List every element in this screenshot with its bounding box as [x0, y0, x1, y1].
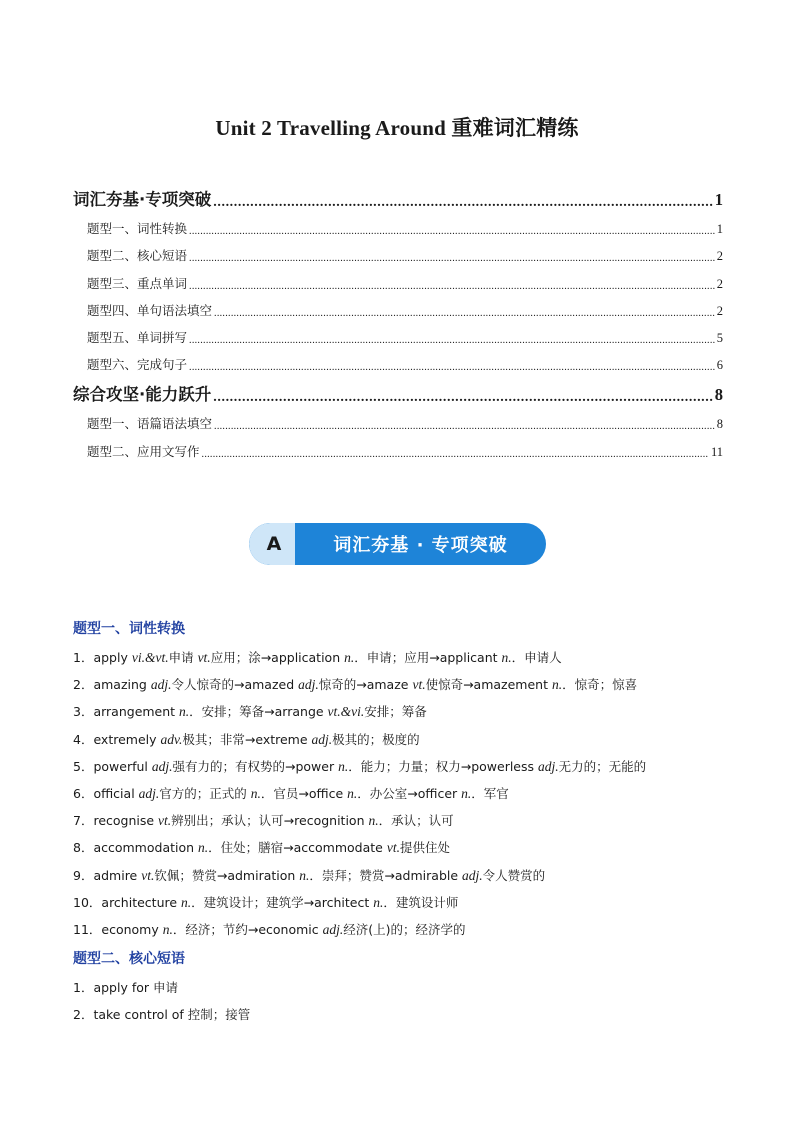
- pos-abbrev: vt.: [158, 813, 172, 829]
- list-item: [73, 1005, 733, 1032]
- list-item: [73, 675, 733, 702]
- toc-leader-dots: [214, 309, 715, 319]
- pos-abbrev: adj.: [150, 677, 172, 693]
- item-text: ．承认；认可: [378, 813, 454, 829]
- toc-item[interactable]: [73, 346, 723, 373]
- item-text: ．住处；膳宿→accommodate: [208, 840, 387, 856]
- toc-page-number: 1: [716, 222, 723, 237]
- toc-page-number: 6: [716, 358, 723, 373]
- toc-label: 题型一、语篇语法填空: [87, 416, 213, 432]
- pos-abbrev: n.: [461, 785, 472, 801]
- toc-page-number: 2: [716, 249, 723, 264]
- pos-abbrev: adj.: [462, 867, 483, 883]
- toc-page-number: 11: [710, 444, 723, 459]
- toc-item[interactable]: [73, 237, 723, 264]
- toc-leader-dots: [189, 282, 715, 292]
- pos-abbrev: vt.: [141, 867, 155, 883]
- toc-section-2[interactable]: [73, 373, 723, 405]
- toc-label: 题型三、重点单词: [87, 275, 188, 291]
- pos-abbrev: vt.: [386, 840, 400, 856]
- toc-label: 题型一、词性转换: [87, 221, 188, 237]
- pos-abbrev: n.: [181, 894, 192, 910]
- pos-abbrev: vt.: [412, 677, 426, 693]
- toc-label: 综合攻坚·能力跃升: [73, 385, 212, 405]
- toc-leader-dots: [189, 363, 715, 373]
- pos-abbrev: n.: [551, 677, 563, 693]
- toc-label: 题型六、完成句子: [87, 357, 188, 373]
- toc-leader-dots: [213, 196, 712, 210]
- toc-item[interactable]: [73, 319, 723, 346]
- list-item: [73, 838, 733, 865]
- list-item: [73, 978, 733, 1005]
- item-text: ．崇拜；赞赏→admirable: [309, 867, 463, 883]
- part2-items: [73, 978, 733, 1032]
- pos-abbrev: adj.: [311, 731, 333, 747]
- section-banner: [249, 523, 546, 565]
- pos-abbrev: n.: [179, 704, 190, 720]
- toc-leader-dots: [213, 391, 712, 405]
- item-text: 无力的；无能的: [558, 758, 647, 774]
- page-title: Unit 2 Travelling Around 重难词汇精练: [215, 116, 579, 140]
- pos-abbrev: adj.: [322, 921, 344, 937]
- item-text: 7．recognise: [73, 813, 159, 829]
- item-text: 令人赞赏的: [482, 867, 546, 883]
- pos-abbrev: adv.: [160, 731, 183, 747]
- item-text: ．建筑设计师: [383, 894, 459, 910]
- pos-abbrev: vt.&vi.: [327, 704, 365, 720]
- pos-abbrev: vt.: [197, 650, 211, 665]
- item-text: 官方的；正式的: [159, 785, 251, 801]
- item-text: 极其的；极度的: [332, 731, 420, 747]
- item-text: 5．powerful: [73, 758, 152, 774]
- list-item: [73, 757, 733, 784]
- item-text: 经济(上)的；经济学的: [343, 921, 466, 937]
- item-text: ．经济；节约→economic: [172, 921, 323, 937]
- toc-leader-dots: [189, 254, 715, 264]
- pos-abbrev: n.: [198, 840, 209, 856]
- toc-section-1[interactable]: [73, 178, 723, 210]
- banner-letter: A: [249, 523, 295, 565]
- pos-abbrev: adj.: [138, 785, 160, 801]
- list-item: [73, 893, 733, 920]
- item-text: ．惊奇；惊喜: [562, 677, 638, 693]
- pos-abbrev: vi.&vt.: [131, 650, 169, 665]
- list-item: [73, 866, 733, 893]
- pos-abbrev: n.: [250, 785, 261, 801]
- toc-leader-dots: [214, 422, 715, 432]
- toc-label: 词汇夯基·专项突破: [73, 190, 212, 209]
- toc-page-number: 1: [714, 190, 723, 209]
- item-text: 令人惊奇的→amazed: [171, 677, 299, 693]
- pos-abbrev: n.: [344, 650, 355, 665]
- item-text: 安排；筹备: [364, 704, 427, 720]
- toc-page-number: 2: [716, 303, 723, 318]
- list-item: [73, 784, 733, 811]
- item-text: 1．apply for 申请: [73, 980, 178, 995]
- list-item: [73, 648, 733, 675]
- pos-abbrev: n.: [338, 758, 349, 774]
- toc-page-number: 2: [716, 276, 723, 291]
- list-item: [73, 811, 733, 838]
- toc-item[interactable]: [73, 292, 723, 319]
- pos-abbrev: n.: [347, 785, 358, 801]
- pos-abbrev: adj.: [151, 758, 173, 774]
- list-item: [73, 920, 733, 947]
- item-text: ．能力；力量；权力→powerless: [348, 758, 538, 774]
- item-text: 2．take control of 控制；接管: [73, 1007, 251, 1023]
- list-item: [73, 730, 733, 757]
- item-text: 申请: [168, 650, 198, 665]
- part1-items: [73, 648, 733, 947]
- toc-label: 题型二、核心短语: [87, 248, 188, 264]
- item-text: 6．official: [73, 785, 139, 801]
- item-text: ．军官: [471, 785, 509, 801]
- table-of-contents: [73, 178, 723, 460]
- part2-heading: 题型二、核心短语: [73, 951, 185, 967]
- banner-text: 词汇夯基 · 专项突破: [333, 535, 508, 556]
- item-text: ．办公室→officer: [357, 785, 462, 801]
- toc-page-number: 8: [716, 417, 723, 432]
- item-text: 钦佩；赞赏→admiration: [154, 867, 300, 883]
- item-text: ．建筑设计；建筑学→architect: [191, 894, 374, 910]
- item-text: 提供住处: [399, 840, 450, 856]
- pos-abbrev: adj.: [298, 677, 319, 693]
- pos-abbrev: n.: [501, 650, 512, 665]
- toc-item[interactable]: [73, 264, 723, 291]
- item-text: 10．architecture: [73, 894, 182, 910]
- toc-item[interactable]: [73, 210, 723, 237]
- item-text: 4．extremely: [73, 731, 161, 747]
- item-text: 使惊奇→amazement: [425, 677, 552, 693]
- toc-leader-dots: [189, 227, 715, 237]
- toc-leader-dots: [189, 336, 715, 346]
- toc-page-number: 8: [714, 385, 723, 405]
- toc-page-number: 5: [716, 330, 723, 345]
- item-text: 应用；涂→application: [210, 650, 345, 665]
- list-item: [73, 702, 733, 729]
- toc-item[interactable]: [73, 405, 723, 432]
- item-text: ．申请；应用→applicant: [354, 650, 502, 665]
- toc-label: 题型四、单句语法填空: [87, 302, 213, 318]
- toc-item[interactable]: [73, 432, 723, 459]
- pos-abbrev: n.: [368, 813, 379, 829]
- toc-label: 题型二、应用文写作: [87, 443, 200, 459]
- item-text: 9．admire: [73, 867, 142, 883]
- pos-abbrev: n.: [162, 921, 173, 937]
- item-text: 惊奇的→amaze: [318, 677, 413, 693]
- part1-heading: 题型一、词性转换: [73, 621, 185, 637]
- item-text: 3．arrangement: [73, 704, 180, 720]
- item-text: 极其；非常→extreme: [182, 731, 312, 747]
- item-text: ．官员→office: [260, 785, 348, 801]
- item-text: 11．economy: [73, 921, 163, 937]
- pos-abbrev: adj.: [538, 758, 559, 774]
- item-text: 强有力的；有权势的→power: [172, 758, 339, 774]
- item-text: 1．apply: [73, 650, 132, 665]
- pos-abbrev: n.: [373, 894, 384, 910]
- item-text: ．安排；筹备→arrange: [189, 704, 328, 720]
- toc-leader-dots: [202, 450, 709, 460]
- item-text: ．申请人: [511, 650, 562, 665]
- item-text: 辨别出；承认；认可→recognition: [171, 813, 369, 829]
- pos-abbrev: n.: [299, 867, 310, 883]
- item-text: 8．accommodation: [73, 840, 199, 856]
- item-text: 2．amazing: [73, 677, 151, 693]
- toc-label: 题型五、单词拼写: [87, 329, 188, 345]
